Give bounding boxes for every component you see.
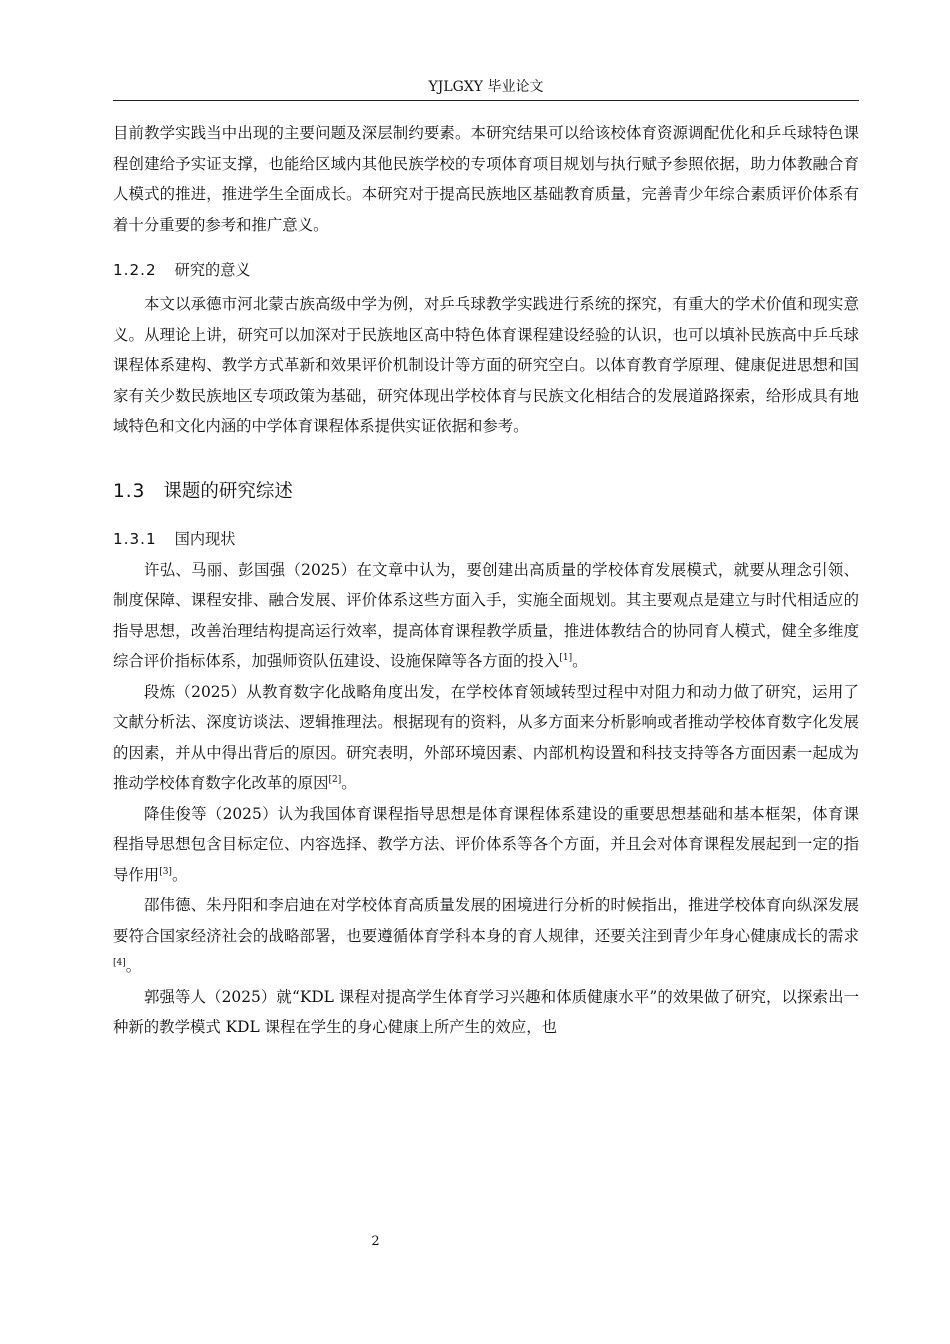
citation-ref[interactable]: [3] (159, 866, 172, 877)
page-header: YJLGXY 毕业论文 (428, 79, 544, 95)
review-paragraph: 邵伟德、朱丹阳和李启迪在对学校体育高质量发展的困境进行分析的时候指出，推进学校体育向纵深发展要符合国家经济社会的战略部署，也要遵循体育学科本身的育人规律，还要关注到青少年身心健康成长的需求[4]。 (113, 896, 859, 975)
section-title: 国内现状 (174, 529, 236, 548)
section-number: 1.3 (113, 480, 146, 502)
section-title: 研究的意义 (174, 261, 251, 279)
section-title: 课题的研究综述 (163, 480, 293, 502)
section-heading-1-3 (113, 477, 859, 503)
review-paragraph: 郭强等人（2025）就“KDL 课程对提高学生体育学习兴趣和体质健康水平”的效果做了研究，以探索出一种新的教学模式 KDL 课程在学生的身心健康上所产生的效应，也 (113, 987, 859, 1036)
page-number: 2 (371, 1234, 380, 1249)
citation-ref[interactable]: [2] (328, 775, 342, 785)
review-paragraph: 许弘、马丽、彭国强（2025）在文章中认为，要创建出高质量的学校体育发展模式，就要从理念引领、制度保障、课程安排、融合发展、评价体系这些方面入手，实施全面规划。其主要观点是建立与时代相适应的指导思想，改善治理结构提高运行效率，提高体育课程教学质量，推进体教结合的协同育人模式，健全多维度综合评价指标体系，加强师资队伍建设、设施保障等各方面的投入[1]。 (113, 560, 859, 670)
section-number: 1.2.2 (113, 261, 157, 279)
page-content (113, 118, 859, 1043)
header-rule (113, 100, 859, 101)
review-paragraph: 降佳俊等（2025）认为我国体育课程指导思想是体育课程体系建设的重要思想基础和基本框架，体育课程指导思想包含目标定位、内容选择、教学方法、评价体系等各个方面，并且会对体育课程发展起到一定的指导作用[3]。 (113, 804, 859, 884)
section-heading-1-3-1 (113, 528, 859, 549)
citation-ref[interactable]: [4] (113, 958, 126, 968)
section-heading-1-2-2 (113, 259, 859, 280)
review-paragraph: 段炼（2025）从教育数字化战略角度出发，在学校体育领域转型过程中对阻力和动力做了研究，运用了文献分析法、深度访谈法、逻辑推理法。根据现有的资料，从多方面来分析影响或者推动学校体育数字化发展的因素，并从中得出背后的原因。研究表明，外部环境因素、内部机构设置和科技支持等各方面因素一起成为推动学校体育数字化改革的原因[2]。 (113, 682, 859, 792)
citation-ref[interactable]: [1] (559, 653, 573, 663)
significance-paragraph: 本文以承德市河北蒙古族高级中学为例，对乒乓球教学实践进行系统的探究，有重大的学术价值和现实意义。从理论上讲，研究可以加深对于民族地区高中特色体育课程建设经验的认识，也可以填补民族高中乒乓球课程体系建构、教学方式革新和效果评价机制设计等方面的研究空白。以体育教育学原理、健康促进思想和国家有关少数民族地区专项政策为基础，研究体现出学校体育与民族文化相结合的发展道路探索，给形成具有地域特色和文化内涵的中学体育课程体系提供实证依据和参考。 (113, 295, 859, 435)
review-paragraphs (113, 555, 859, 1043)
intro-paragraph: 目前教学实践当中出现的主要问题及深层制约要素。本研究结果可以给该校体育资源调配优化和乒乓球特色课程创建给予实证支撑，也能给区域内其他民族学校的专项体育项目规划与执行赋予参照依据，助力体教融合育人模式的推进，推进学生全面成长。本研究对于提高民族地区基础教育质量，完善青少年综合素质评价体系有着十分重要的参考和推广意义。 (113, 124, 859, 234)
section-number: 1.3.1 (113, 529, 157, 548)
